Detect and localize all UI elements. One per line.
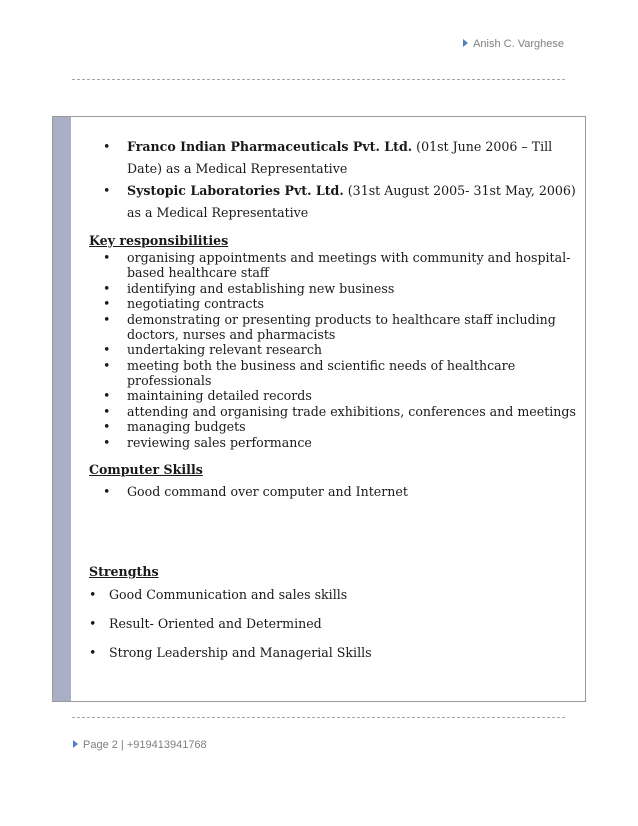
role-line: as a Medical Representative	[127, 205, 309, 220]
list-item: Good Communication and sales skills	[109, 587, 348, 602]
bullet-icon: •	[103, 281, 111, 296]
bullet-icon: •	[103, 419, 111, 434]
bullet-icon: •	[103, 250, 111, 265]
bullet-icon: •	[103, 342, 111, 357]
bullet-icon: •	[103, 404, 111, 419]
company-name: Franco Indian Pharmaceuticals Pvt. Ltd.	[127, 139, 413, 154]
bullet-icon: •	[103, 183, 111, 198]
list-item: Strong Leadership and Managerial Skills	[109, 645, 372, 660]
bullet-icon: •	[103, 296, 111, 311]
list-item: reviewing sales performance	[127, 435, 312, 450]
section-heading-computer-skills: Computer Skills	[89, 462, 203, 477]
page-footer	[73, 739, 207, 751]
bullet-icon: •	[103, 139, 111, 154]
footer-text: Page 2 | +919413941768	[83, 739, 207, 751]
list-item: professionals	[127, 373, 212, 388]
header-name: Anish C. Varghese	[473, 38, 564, 50]
header-divider	[72, 79, 565, 80]
footer-divider	[72, 717, 565, 718]
list-item: identifying and establishing new business	[127, 281, 395, 296]
list-item: based healthcare staff	[127, 265, 269, 280]
bullet-icon: •	[103, 435, 111, 450]
triangle-icon	[73, 740, 78, 748]
page-header	[463, 38, 564, 50]
bullet-icon: •	[89, 645, 97, 660]
bullet-icon: •	[89, 587, 97, 602]
list-item: meeting both the business and scientific needs of healthcare	[127, 358, 516, 373]
list-item: managing budgets	[127, 419, 246, 434]
resume-section-box	[52, 116, 586, 702]
company-name: Systopic Laboratories Pvt. Ltd.	[127, 183, 344, 198]
bullet-icon: •	[103, 358, 111, 373]
section-heading-strengths: Strengths	[89, 564, 159, 579]
list-item: doctors, nurses and pharmacists	[127, 327, 336, 342]
bullet-icon: •	[103, 312, 111, 327]
list-item: Result- Oriented and Determined	[109, 616, 322, 631]
section-heading-responsibilities: Key responsibilities	[89, 233, 229, 248]
bullet-icon: •	[103, 484, 111, 499]
bullet-icon: •	[103, 388, 111, 403]
employment-period: (31st August 2005- 31st May, 2006)	[347, 183, 576, 198]
list-item: demonstrating or presenting products to healthcare staff including	[127, 312, 556, 327]
role-line: Date) as a Medical Representative	[127, 161, 348, 176]
list-item: undertaking relevant research	[127, 342, 322, 357]
list-item: maintaining detailed records	[127, 388, 312, 403]
list-item: organising appointments and meetings with community and hospital-	[127, 250, 571, 265]
list-item: attending and organising trade exhibitions, conferences and meetings	[127, 404, 576, 419]
employment-period: (01st June 2006 – Till	[416, 139, 553, 154]
triangle-icon	[463, 39, 468, 47]
list-item: Good command over computer and Internet	[127, 484, 408, 499]
side-bar	[53, 117, 71, 701]
list-item: negotiating contracts	[127, 296, 264, 311]
bullet-icon: •	[89, 616, 97, 631]
